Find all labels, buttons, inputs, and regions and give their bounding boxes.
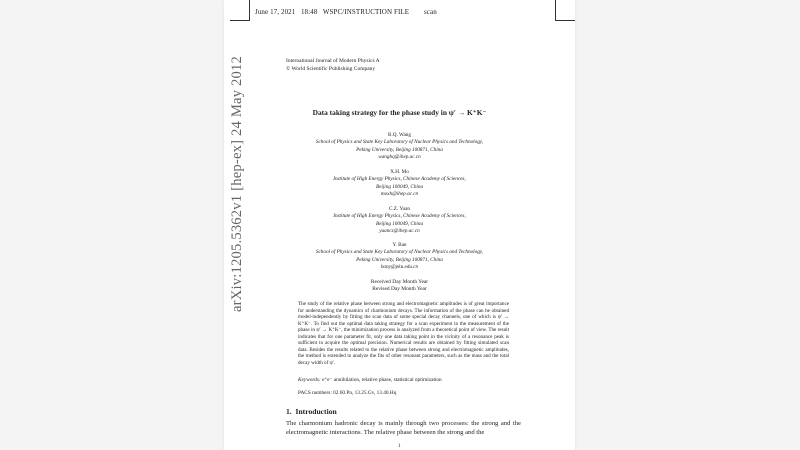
arxiv-stamp: arXiv:1205.5362v1 [hep-ex] 24 May 2012 bbox=[229, 55, 245, 312]
paper-title: Data taking strategy for the phase study in ψ′ → K⁺K⁻ bbox=[312, 108, 487, 117]
author-name: Y. Ban bbox=[392, 242, 407, 248]
abstract: The study of the relative phase between strong and electromagnetic amplitudes is of great importance for understanding the dynamics of charmonium decays. The information of the phase can be obtained model-independently by fitting the scan data of some special decay channels, one of which is ψ′ → K⁺K⁻. To find out the optimal data taking strategy for a scan experiment in the measurement of the phase in ψ′ → K⁺K⁻, the minimization process is analyzed from a theoretical point of view. The result indicates that for one parameter fit, only one data taking point in the vicinity of a resonance peak is sufficient to acquire the optimal precision. Numerical results are obtained by fitting simulated scan data. Besides the results related to the relative phase between strong and electromagnetic amplitudes, the method is extended to analyze the fits of other resonant parameters, such as the mass and the total decay width of ψ′. bbox=[298, 301, 509, 366]
author-block bbox=[224, 169, 575, 199]
author-affiliation: Peking University, Beijing 100871, China bbox=[356, 146, 443, 153]
crop-mark-right-horizontal bbox=[555, 20, 575, 21]
pacs-numbers: PACS numbers: 02.60.Pn, 13.25.Gv, 13.40.Hq bbox=[298, 390, 397, 396]
author-block bbox=[224, 242, 575, 272]
author-name: X.H. Mo bbox=[390, 169, 409, 175]
keywords-label: Keywords: bbox=[298, 377, 321, 383]
section-title: Introduction bbox=[295, 407, 337, 416]
crop-mark-left-vertical bbox=[249, 0, 250, 20]
section-heading bbox=[286, 407, 337, 416]
author-affiliation: School of Physics and State Key Laboratory of Nuclear Physics and Technology, bbox=[315, 249, 484, 256]
running-head-name: scan bbox=[423, 8, 437, 16]
author-affiliation: Beijing 100049, China bbox=[375, 183, 424, 190]
author-email: wangbq@ihep.ac.cn bbox=[378, 154, 421, 161]
author-block bbox=[224, 206, 575, 236]
running-head-time: 18:48 bbox=[300, 8, 318, 16]
page-number: 1 bbox=[398, 444, 401, 449]
author-block bbox=[224, 132, 575, 162]
running-head-file: WSPC/INSTRUCTION FILE bbox=[322, 8, 410, 16]
author-affiliation: Institute of High Energy Physics, Chinese Academy of Sciences, bbox=[333, 213, 466, 220]
author-email: yuancz@ihep.ac.cn bbox=[379, 228, 420, 235]
author-email: bany@pku.edu.cn bbox=[380, 264, 419, 271]
journal-name: International Journal of Modern Physics A bbox=[286, 58, 380, 64]
revised-date: Revised Day Month Year bbox=[372, 286, 427, 292]
keywords bbox=[298, 377, 509, 383]
author-affiliation: Institute of High Energy Physics, Chinese Academy of Sciences, bbox=[333, 176, 466, 183]
author-affiliation: School of Physics and State Key Laboratory of Nuclear Physics and Technology, bbox=[315, 139, 484, 146]
author-affiliation: Peking University, Beijing 100871, China bbox=[356, 256, 443, 263]
author-affiliation: Beijing 100049, China bbox=[375, 220, 424, 227]
crop-mark-left-horizontal bbox=[230, 20, 250, 21]
journal-info bbox=[286, 58, 380, 73]
running-head bbox=[255, 8, 437, 16]
author-name: B.Q. Wang bbox=[388, 132, 411, 138]
section-number: 1. bbox=[286, 407, 292, 416]
crop-mark-right-vertical bbox=[555, 0, 556, 20]
author-name: C.Z. Yuan bbox=[389, 206, 410, 212]
keywords-text: e⁺e⁻ annihilation, relative phase, statistical optimization bbox=[322, 377, 442, 383]
journal-publisher: © World Scientific Publishing Company bbox=[286, 65, 376, 72]
received-date: Received Day Month Year bbox=[370, 279, 429, 285]
running-head-date: June 17, 2021 bbox=[255, 8, 296, 16]
intro-paragraph: The charmonium hadronic decay is mainly through two processes: the strong and the electromagnetic interactions. The relative phase between the strong and the bbox=[286, 420, 521, 436]
received-dates bbox=[224, 279, 575, 293]
author-email: moxh@ihep.ac.cn bbox=[380, 191, 419, 198]
